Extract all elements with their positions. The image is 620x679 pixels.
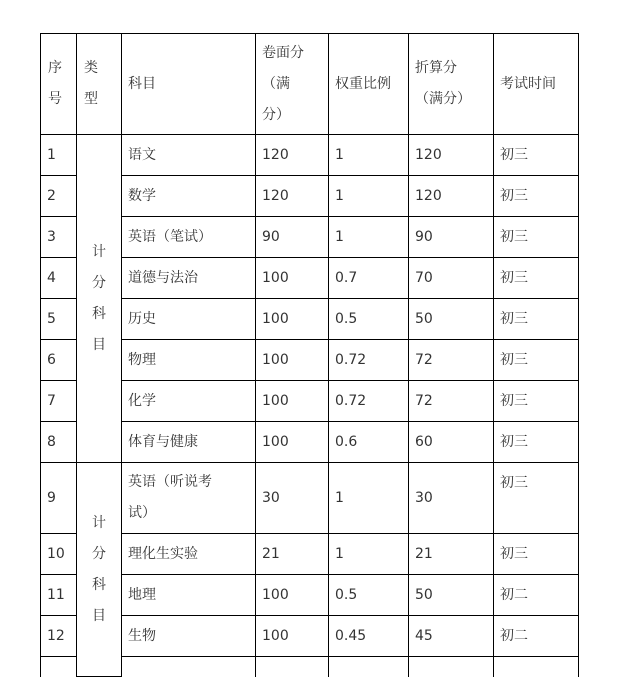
row-subject: 地理 — [122, 575, 256, 616]
row-paper-score: 100 — [256, 258, 329, 299]
row-paper-score: 100 — [256, 381, 329, 422]
row-index: 12 — [41, 616, 77, 657]
table-row — [41, 299, 579, 340]
row-weight: 0.5 — [329, 299, 409, 340]
table-row — [41, 135, 579, 176]
row-subject: 数学 — [122, 176, 256, 217]
row-exam-time: 初三 — [494, 340, 579, 381]
header-converted-l1: 折算分 — [415, 60, 457, 76]
row-paper-score: 100 — [256, 422, 329, 463]
row-exam-time: 初三 — [494, 176, 579, 217]
header-paper-score-l1: 卷面分 — [262, 44, 304, 61]
type-group-2 — [77, 463, 122, 677]
row-converted: 72 — [409, 340, 494, 381]
row-exam-time: 初二 — [494, 616, 579, 657]
row-subject: 理化生实验 — [122, 534, 256, 575]
row-weight: 1 — [329, 135, 409, 176]
table-row — [41, 381, 579, 422]
row-paper-score: 100 — [256, 575, 329, 616]
table-row — [41, 534, 579, 575]
row-weight: 1 — [329, 176, 409, 217]
header-row — [41, 34, 579, 135]
row-converted: 30 — [409, 463, 494, 534]
table-row — [41, 176, 579, 217]
row-subject: 语文 — [122, 135, 256, 176]
row-weight: 0.45 — [329, 616, 409, 657]
row-exam-time: 初三 — [494, 258, 579, 299]
table-row — [41, 422, 579, 463]
row-converted: 120 — [409, 176, 494, 217]
row-exam-time: 初三 — [494, 534, 579, 575]
type-group-1 — [77, 135, 122, 463]
row-exam-time — [494, 657, 579, 677]
row-paper-score: 90 — [256, 217, 329, 258]
row-index — [41, 657, 77, 677]
row-weight: 1 — [329, 217, 409, 258]
row-converted: 21 — [409, 534, 494, 575]
row-subject — [122, 463, 256, 534]
table-row — [41, 575, 579, 616]
row-index: 9 — [41, 463, 77, 534]
header-weight: 权重比例 — [329, 34, 409, 135]
row-weight: 0.72 — [329, 340, 409, 381]
type-group-1-label: 计分科目 — [92, 243, 106, 353]
row-converted: 72 — [409, 381, 494, 422]
row-paper-score: 100 — [256, 340, 329, 381]
row-paper-score: 21 — [256, 534, 329, 575]
row-weight: 0.72 — [329, 381, 409, 422]
row-exam-time: 初三 — [494, 422, 579, 463]
row-subject-l2: 试） — [128, 505, 156, 521]
row-converted: 120 — [409, 135, 494, 176]
header-index-text: 序号 — [48, 60, 62, 107]
row-exam-time: 初三 — [494, 217, 579, 258]
header-type — [77, 34, 122, 135]
row-paper-score — [256, 657, 329, 677]
row-paper-score: 100 — [256, 299, 329, 340]
row-paper-score: 120 — [256, 176, 329, 217]
row-index: 4 — [41, 258, 77, 299]
row-index: 11 — [41, 575, 77, 616]
row-exam-time: 初三 — [494, 299, 579, 340]
header-index — [41, 34, 77, 135]
row-paper-score: 30 — [256, 463, 329, 534]
row-index: 7 — [41, 381, 77, 422]
row-subject: 道德与法治 — [122, 258, 256, 299]
row-weight: 1 — [329, 463, 409, 534]
row-exam-time: 初三 — [494, 463, 579, 534]
row-exam-time: 初三 — [494, 381, 579, 422]
row-converted: 70 — [409, 258, 494, 299]
header-converted — [409, 34, 494, 135]
row-weight — [329, 657, 409, 677]
header-converted-l2: （满分） — [415, 91, 471, 107]
row-converted: 60 — [409, 422, 494, 463]
table-row — [41, 463, 579, 534]
row-index: 2 — [41, 176, 77, 217]
row-paper-score: 100 — [256, 616, 329, 657]
table-row — [41, 616, 579, 657]
row-index: 10 — [41, 534, 77, 575]
row-exam-time: 初二 — [494, 575, 579, 616]
row-converted: 50 — [409, 575, 494, 616]
header-paper-score-l3: 分） — [262, 106, 290, 123]
row-subject: 体育与健康 — [122, 422, 256, 463]
table-row-partial — [41, 657, 579, 677]
row-subject: 英语（笔试） — [122, 217, 256, 258]
row-subject: 化学 — [122, 381, 256, 422]
row-converted: 50 — [409, 299, 494, 340]
row-converted — [409, 657, 494, 677]
score-table — [40, 33, 579, 677]
row-exam-time: 初三 — [494, 135, 579, 176]
row-index: 3 — [41, 217, 77, 258]
row-index: 8 — [41, 422, 77, 463]
header-paper-score-l2: （满 — [262, 75, 290, 92]
header-type-text: 类型 — [84, 60, 98, 107]
row-index: 1 — [41, 135, 77, 176]
row-subject — [122, 657, 256, 677]
row-converted: 90 — [409, 217, 494, 258]
row-index: 6 — [41, 340, 77, 381]
row-subject: 物理 — [122, 340, 256, 381]
row-subject: 生物 — [122, 616, 256, 657]
row-paper-score: 120 — [256, 135, 329, 176]
row-weight: 1 — [329, 534, 409, 575]
row-subject-l1: 英语（听说考 — [128, 474, 212, 490]
header-exam-time: 考试时间 — [494, 34, 579, 135]
row-index: 5 — [41, 299, 77, 340]
row-weight: 0.7 — [329, 258, 409, 299]
row-subject: 历史 — [122, 299, 256, 340]
row-weight: 0.6 — [329, 422, 409, 463]
type-group-2-label: 计分科目 — [92, 514, 106, 624]
table-row — [41, 217, 579, 258]
header-paper-score — [256, 34, 329, 135]
header-subject: 科目 — [122, 34, 256, 135]
row-converted: 45 — [409, 616, 494, 657]
table-row — [41, 340, 579, 381]
row-weight: 0.5 — [329, 575, 409, 616]
table-row — [41, 258, 579, 299]
